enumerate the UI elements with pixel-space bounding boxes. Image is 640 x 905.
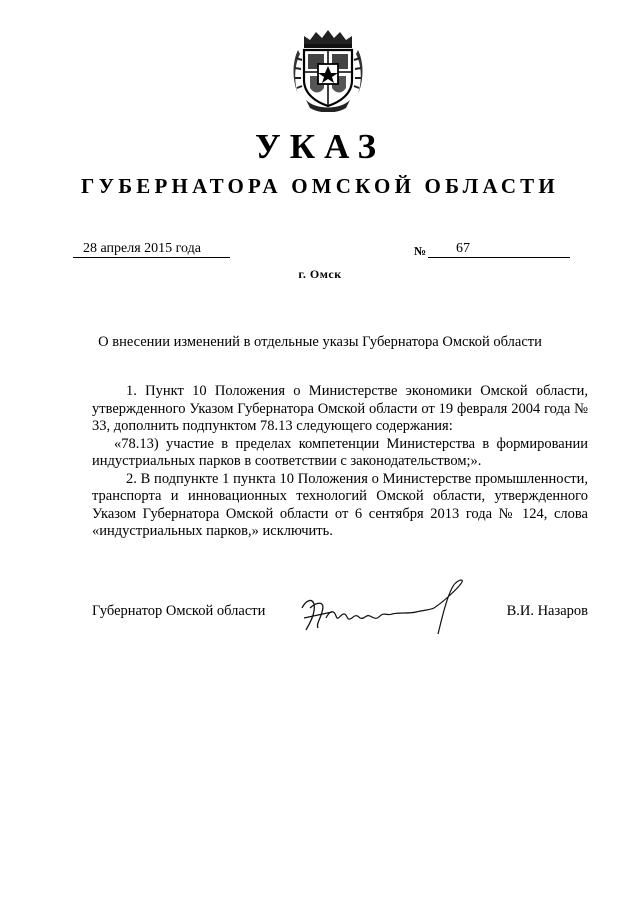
paragraph-2: 2. В подпункте 1 пункта 10 Положения о Министерстве промышленности, транспорта и инновационных технологий Омской области, утвержденного Указом Губернатора Омской области от 6 сентября 2013 года № 124, слова «индустриальных парков,» исключить.	[92, 470, 588, 539]
issuer-subtitle: ГУБЕРНАТОРА ОМСКОЙ ОБЛАСТИ	[81, 174, 559, 198]
signatory-name: В.И. Назаров	[506, 603, 588, 619]
handwritten-signature	[296, 578, 472, 636]
paragraph-quote: «78.13) участие в пределах компетенции Министерства в формировании индустриальных парков в соответствии с законодательством;».	[92, 435, 588, 469]
document-body	[92, 383, 588, 541]
paragraph-1: 1. Пункт 10 Положения о Министерстве экономики Омской области, утвержденного Указом Губернатора Омской области от 19 февраля 2004 года № 33, дополнить подпунктом 78.13 следующего содержания:	[92, 383, 588, 434]
number-label: №	[414, 244, 427, 258]
city: г. Омск	[298, 267, 342, 281]
document-date: 28 апреля 2015 года	[73, 241, 230, 258]
document-number: 67	[428, 241, 570, 258]
document-subject: О внесении изменений в отдельные указы Губернатора Омской области	[98, 334, 542, 350]
omsk-coat-of-arms-icon	[290, 28, 366, 112]
signatory-position: Губернатор Омской области	[92, 603, 266, 619]
document-type-title: УКАЗ	[255, 127, 385, 166]
